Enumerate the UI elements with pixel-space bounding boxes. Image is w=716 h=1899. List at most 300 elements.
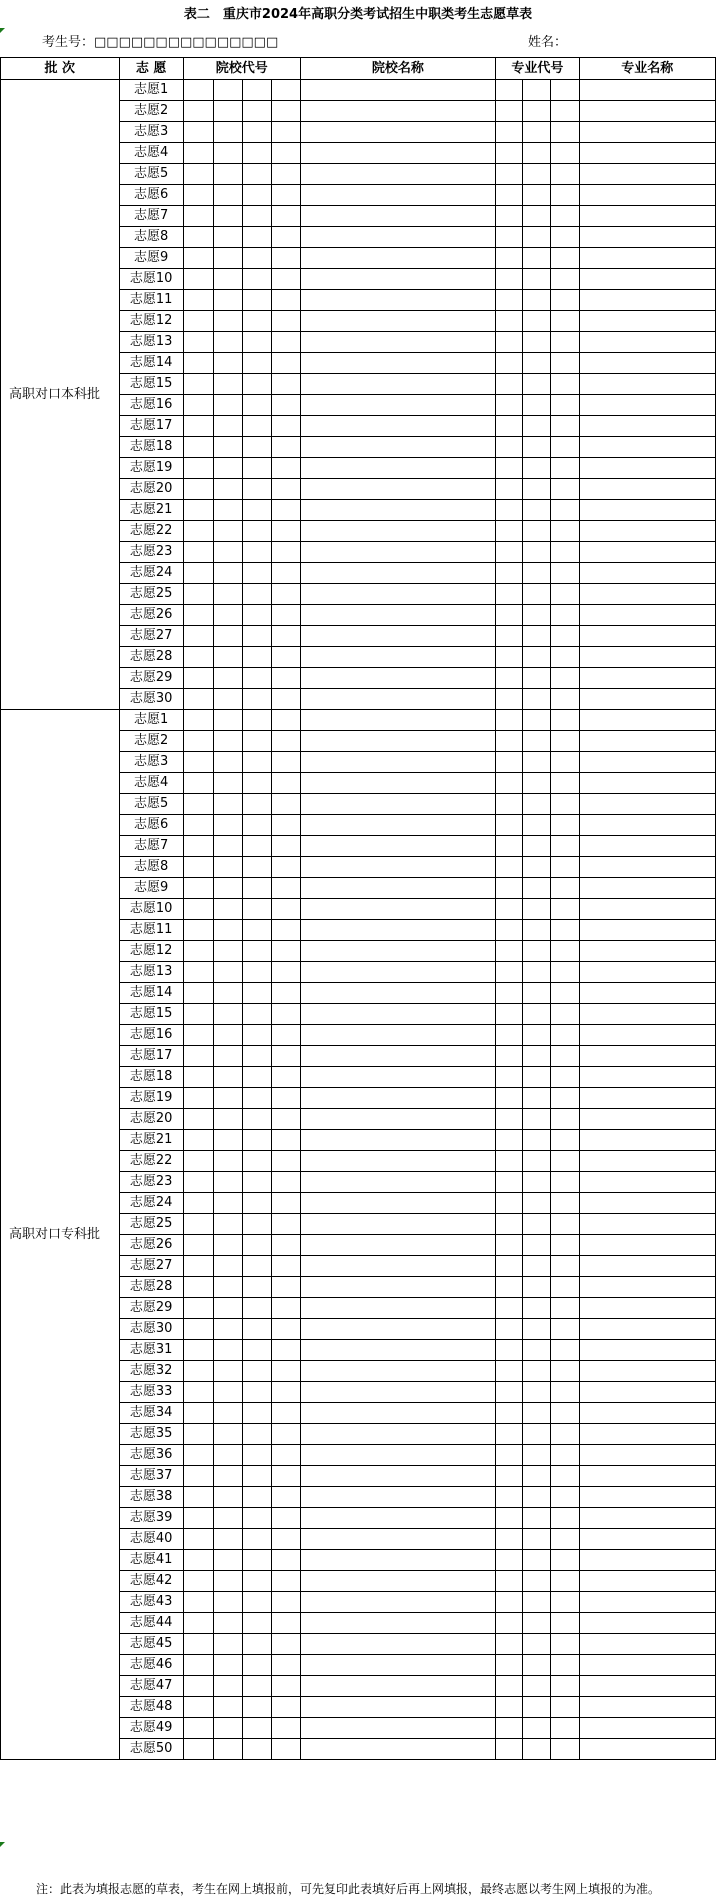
major-code-digit-cell[interactable] (496, 143, 523, 164)
school-name-cell[interactable] (300, 1403, 496, 1424)
school-code-digit-cell[interactable] (183, 101, 214, 122)
major-code-digit-cell[interactable] (496, 1550, 523, 1571)
major-name-cell[interactable] (579, 458, 715, 479)
major-code-digit-cell[interactable] (496, 1718, 523, 1739)
major-code-digit-cell[interactable] (496, 185, 523, 206)
school-name-cell[interactable] (300, 1256, 496, 1277)
school-code-digit-cell[interactable] (183, 1046, 214, 1067)
major-code-digit-cell[interactable] (551, 836, 579, 857)
school-code-digit-cell[interactable] (271, 374, 300, 395)
school-code-digit-cell[interactable] (243, 920, 272, 941)
school-code-digit-cell[interactable] (243, 1739, 272, 1760)
school-code-digit-cell[interactable] (183, 983, 214, 1004)
school-code-digit-cell[interactable] (243, 1235, 272, 1256)
major-code-digit-cell[interactable] (496, 1277, 523, 1298)
major-code-digit-cell[interactable] (551, 962, 579, 983)
school-code-digit-cell[interactable] (183, 1025, 214, 1046)
major-code-digit-cell[interactable] (551, 878, 579, 899)
school-code-digit-cell[interactable] (183, 290, 214, 311)
school-code-digit-cell[interactable] (243, 1193, 272, 1214)
school-code-digit-cell[interactable] (183, 1676, 214, 1697)
school-code-digit-cell[interactable] (271, 1193, 300, 1214)
school-name-cell[interactable] (300, 1613, 496, 1634)
school-code-digit-cell[interactable] (214, 311, 243, 332)
major-code-digit-cell[interactable] (496, 1508, 523, 1529)
major-code-digit-cell[interactable] (551, 143, 579, 164)
major-code-digit-cell[interactable] (496, 1697, 523, 1718)
major-name-cell[interactable] (579, 1067, 715, 1088)
school-code-digit-cell[interactable] (214, 1739, 243, 1760)
major-code-digit-cell[interactable] (496, 521, 523, 542)
school-code-digit-cell[interactable] (243, 1529, 272, 1550)
major-code-digit-cell[interactable] (551, 1676, 579, 1697)
school-code-digit-cell[interactable] (214, 395, 243, 416)
school-code-digit-cell[interactable] (243, 248, 272, 269)
school-code-digit-cell[interactable] (243, 143, 272, 164)
school-code-digit-cell[interactable] (214, 1109, 243, 1130)
school-name-cell[interactable] (300, 542, 496, 563)
major-code-digit-cell[interactable] (496, 1592, 523, 1613)
school-code-digit-cell[interactable] (214, 1403, 243, 1424)
major-code-digit-cell[interactable] (551, 206, 579, 227)
school-code-digit-cell[interactable] (271, 1655, 300, 1676)
major-code-digit-cell[interactable] (523, 1529, 551, 1550)
school-code-digit-cell[interactable] (183, 1739, 214, 1760)
school-code-digit-cell[interactable] (214, 1424, 243, 1445)
school-code-digit-cell[interactable] (183, 1277, 214, 1298)
major-code-digit-cell[interactable] (523, 647, 551, 668)
school-code-digit-cell[interactable] (183, 1151, 214, 1172)
major-code-digit-cell[interactable] (551, 1088, 579, 1109)
major-name-cell[interactable] (579, 122, 715, 143)
major-code-digit-cell[interactable] (496, 605, 523, 626)
school-code-digit-cell[interactable] (243, 1340, 272, 1361)
major-code-digit-cell[interactable] (523, 1256, 551, 1277)
major-code-digit-cell[interactable] (496, 962, 523, 983)
major-code-digit-cell[interactable] (523, 1109, 551, 1130)
school-code-digit-cell[interactable] (271, 479, 300, 500)
school-code-digit-cell[interactable] (183, 773, 214, 794)
school-code-digit-cell[interactable] (183, 500, 214, 521)
school-code-digit-cell[interactable] (243, 1445, 272, 1466)
major-code-digit-cell[interactable] (496, 1361, 523, 1382)
major-name-cell[interactable] (579, 101, 715, 122)
major-code-digit-cell[interactable] (551, 941, 579, 962)
school-name-cell[interactable] (300, 1172, 496, 1193)
major-code-digit-cell[interactable] (551, 290, 579, 311)
school-code-digit-cell[interactable] (214, 752, 243, 773)
school-name-cell[interactable] (300, 1319, 496, 1340)
school-code-digit-cell[interactable] (183, 1004, 214, 1025)
major-name-cell[interactable] (579, 374, 715, 395)
major-code-digit-cell[interactable] (496, 1088, 523, 1109)
school-code-digit-cell[interactable] (243, 1151, 272, 1172)
major-name-cell[interactable] (579, 1088, 715, 1109)
school-name-cell[interactable] (300, 80, 496, 101)
school-code-digit-cell[interactable] (271, 1172, 300, 1193)
major-code-digit-cell[interactable] (551, 542, 579, 563)
major-name-cell[interactable] (579, 1697, 715, 1718)
school-code-digit-cell[interactable] (271, 1025, 300, 1046)
school-code-digit-cell[interactable] (183, 479, 214, 500)
school-code-digit-cell[interactable] (271, 437, 300, 458)
major-name-cell[interactable] (579, 353, 715, 374)
school-code-digit-cell[interactable] (243, 521, 272, 542)
major-code-digit-cell[interactable] (496, 983, 523, 1004)
major-name-cell[interactable] (579, 1361, 715, 1382)
school-code-digit-cell[interactable] (271, 1424, 300, 1445)
school-code-digit-cell[interactable] (183, 248, 214, 269)
major-name-cell[interactable] (579, 1151, 715, 1172)
major-code-digit-cell[interactable] (551, 311, 579, 332)
school-code-digit-cell[interactable] (183, 647, 214, 668)
school-name-cell[interactable] (300, 101, 496, 122)
school-code-digit-cell[interactable] (271, 983, 300, 1004)
school-code-digit-cell[interactable] (271, 962, 300, 983)
school-code-digit-cell[interactable] (214, 1172, 243, 1193)
major-code-digit-cell[interactable] (496, 1529, 523, 1550)
school-code-digit-cell[interactable] (243, 353, 272, 374)
major-code-digit-cell[interactable] (496, 1613, 523, 1634)
major-code-digit-cell[interactable] (551, 227, 579, 248)
major-code-digit-cell[interactable] (496, 899, 523, 920)
major-code-digit-cell[interactable] (523, 185, 551, 206)
school-code-digit-cell[interactable] (271, 899, 300, 920)
school-code-digit-cell[interactable] (271, 584, 300, 605)
major-code-digit-cell[interactable] (523, 1067, 551, 1088)
school-code-digit-cell[interactable] (243, 1487, 272, 1508)
major-code-digit-cell[interactable] (551, 458, 579, 479)
major-code-digit-cell[interactable] (551, 1277, 579, 1298)
school-code-digit-cell[interactable] (214, 836, 243, 857)
major-name-cell[interactable] (579, 542, 715, 563)
school-code-digit-cell[interactable] (183, 332, 214, 353)
major-code-digit-cell[interactable] (496, 752, 523, 773)
school-code-digit-cell[interactable] (214, 521, 243, 542)
school-name-cell[interactable] (300, 1109, 496, 1130)
major-code-digit-cell[interactable] (496, 1004, 523, 1025)
school-name-cell[interactable] (300, 983, 496, 1004)
school-code-digit-cell[interactable] (243, 1130, 272, 1151)
school-code-digit-cell[interactable] (214, 542, 243, 563)
major-code-digit-cell[interactable] (496, 164, 523, 185)
major-code-digit-cell[interactable] (551, 689, 579, 710)
school-code-digit-cell[interactable] (183, 1109, 214, 1130)
school-name-cell[interactable] (300, 563, 496, 584)
major-name-cell[interactable] (579, 164, 715, 185)
major-code-digit-cell[interactable] (523, 857, 551, 878)
major-name-cell[interactable] (579, 836, 715, 857)
school-code-digit-cell[interactable] (214, 563, 243, 584)
school-name-cell[interactable] (300, 479, 496, 500)
school-code-digit-cell[interactable] (214, 1613, 243, 1634)
major-name-cell[interactable] (579, 1508, 715, 1529)
major-code-digit-cell[interactable] (551, 1697, 579, 1718)
major-name-cell[interactable] (579, 857, 715, 878)
major-name-cell[interactable] (579, 1172, 715, 1193)
school-code-digit-cell[interactable] (271, 332, 300, 353)
major-code-digit-cell[interactable] (496, 395, 523, 416)
school-code-digit-cell[interactable] (214, 122, 243, 143)
school-name-cell[interactable] (300, 1487, 496, 1508)
school-code-digit-cell[interactable] (271, 857, 300, 878)
school-code-digit-cell[interactable] (183, 1592, 214, 1613)
school-code-digit-cell[interactable] (214, 1445, 243, 1466)
major-code-digit-cell[interactable] (523, 920, 551, 941)
major-code-digit-cell[interactable] (551, 1739, 579, 1760)
major-code-digit-cell[interactable] (523, 500, 551, 521)
school-name-cell[interactable] (300, 1592, 496, 1613)
major-code-digit-cell[interactable] (496, 668, 523, 689)
major-code-digit-cell[interactable] (523, 584, 551, 605)
major-name-cell[interactable] (579, 773, 715, 794)
school-name-cell[interactable] (300, 1214, 496, 1235)
school-name-cell[interactable] (300, 395, 496, 416)
school-code-digit-cell[interactable] (183, 1403, 214, 1424)
school-code-digit-cell[interactable] (214, 710, 243, 731)
major-code-digit-cell[interactable] (496, 1739, 523, 1760)
major-code-digit-cell[interactable] (496, 1025, 523, 1046)
major-code-digit-cell[interactable] (523, 1214, 551, 1235)
school-code-digit-cell[interactable] (271, 101, 300, 122)
major-code-digit-cell[interactable] (551, 1151, 579, 1172)
school-code-digit-cell[interactable] (214, 1067, 243, 1088)
major-code-digit-cell[interactable] (551, 1067, 579, 1088)
school-code-digit-cell[interactable] (271, 1487, 300, 1508)
major-name-cell[interactable] (579, 227, 715, 248)
school-code-digit-cell[interactable] (271, 815, 300, 836)
school-code-digit-cell[interactable] (271, 1529, 300, 1550)
school-code-digit-cell[interactable] (183, 395, 214, 416)
school-code-digit-cell[interactable] (243, 1550, 272, 1571)
school-code-digit-cell[interactable] (183, 752, 214, 773)
major-code-digit-cell[interactable] (523, 1298, 551, 1319)
school-code-digit-cell[interactable] (243, 1361, 272, 1382)
major-code-digit-cell[interactable] (551, 815, 579, 836)
major-code-digit-cell[interactable] (523, 1403, 551, 1424)
major-code-digit-cell[interactable] (496, 80, 523, 101)
school-name-cell[interactable] (300, 500, 496, 521)
major-code-digit-cell[interactable] (523, 1592, 551, 1613)
major-code-digit-cell[interactable] (496, 290, 523, 311)
school-code-digit-cell[interactable] (243, 269, 272, 290)
major-code-digit-cell[interactable] (551, 500, 579, 521)
major-name-cell[interactable] (579, 710, 715, 731)
school-code-digit-cell[interactable] (214, 815, 243, 836)
school-code-digit-cell[interactable] (214, 773, 243, 794)
school-code-digit-cell[interactable] (214, 647, 243, 668)
school-code-digit-cell[interactable] (183, 353, 214, 374)
school-code-digit-cell[interactable] (243, 836, 272, 857)
school-code-digit-cell[interactable] (271, 1298, 300, 1319)
school-code-digit-cell[interactable] (183, 815, 214, 836)
school-code-digit-cell[interactable] (214, 1340, 243, 1361)
school-code-digit-cell[interactable] (183, 542, 214, 563)
school-code-digit-cell[interactable] (271, 1739, 300, 1760)
school-code-digit-cell[interactable] (183, 1634, 214, 1655)
school-code-digit-cell[interactable] (271, 1508, 300, 1529)
major-code-digit-cell[interactable] (551, 1424, 579, 1445)
major-name-cell[interactable] (579, 1676, 715, 1697)
school-name-cell[interactable] (300, 1571, 496, 1592)
major-name-cell[interactable] (579, 290, 715, 311)
school-code-digit-cell[interactable] (214, 899, 243, 920)
major-code-digit-cell[interactable] (496, 311, 523, 332)
school-name-cell[interactable] (300, 416, 496, 437)
school-name-cell[interactable] (300, 437, 496, 458)
school-name-cell[interactable] (300, 941, 496, 962)
major-name-cell[interactable] (579, 1256, 715, 1277)
school-code-digit-cell[interactable] (243, 1424, 272, 1445)
school-name-cell[interactable] (300, 1550, 496, 1571)
school-code-digit-cell[interactable] (214, 437, 243, 458)
major-code-digit-cell[interactable] (523, 311, 551, 332)
school-code-digit-cell[interactable] (271, 1130, 300, 1151)
school-code-digit-cell[interactable] (214, 269, 243, 290)
major-code-digit-cell[interactable] (496, 1109, 523, 1130)
major-code-digit-cell[interactable] (523, 563, 551, 584)
school-code-digit-cell[interactable] (214, 1235, 243, 1256)
major-code-digit-cell[interactable] (496, 248, 523, 269)
major-code-digit-cell[interactable] (551, 101, 579, 122)
school-code-digit-cell[interactable] (271, 185, 300, 206)
major-code-digit-cell[interactable] (496, 1571, 523, 1592)
school-code-digit-cell[interactable] (214, 80, 243, 101)
major-code-digit-cell[interactable] (496, 1298, 523, 1319)
major-code-digit-cell[interactable] (523, 1025, 551, 1046)
school-code-digit-cell[interactable] (243, 584, 272, 605)
school-code-digit-cell[interactable] (243, 773, 272, 794)
major-code-digit-cell[interactable] (496, 1445, 523, 1466)
major-code-digit-cell[interactable] (496, 1634, 523, 1655)
major-code-digit-cell[interactable] (496, 206, 523, 227)
school-code-digit-cell[interactable] (214, 689, 243, 710)
major-code-digit-cell[interactable] (551, 1550, 579, 1571)
school-code-digit-cell[interactable] (271, 416, 300, 437)
major-code-digit-cell[interactable] (496, 1466, 523, 1487)
school-code-digit-cell[interactable] (271, 269, 300, 290)
major-name-cell[interactable] (579, 1235, 715, 1256)
major-name-cell[interactable] (579, 248, 715, 269)
major-code-digit-cell[interactable] (523, 605, 551, 626)
school-code-digit-cell[interactable] (243, 1655, 272, 1676)
major-code-digit-cell[interactable] (551, 80, 579, 101)
school-code-digit-cell[interactable] (183, 878, 214, 899)
school-code-digit-cell[interactable] (214, 332, 243, 353)
school-code-digit-cell[interactable] (183, 164, 214, 185)
major-name-cell[interactable] (579, 1382, 715, 1403)
school-code-digit-cell[interactable] (183, 1508, 214, 1529)
major-name-cell[interactable] (579, 668, 715, 689)
major-code-digit-cell[interactable] (551, 248, 579, 269)
school-name-cell[interactable] (300, 1634, 496, 1655)
major-code-digit-cell[interactable] (551, 1508, 579, 1529)
major-name-cell[interactable] (579, 689, 715, 710)
school-code-digit-cell[interactable] (243, 794, 272, 815)
major-name-cell[interactable] (579, 626, 715, 647)
school-code-digit-cell[interactable] (183, 857, 214, 878)
major-code-digit-cell[interactable] (496, 1256, 523, 1277)
major-name-cell[interactable] (579, 395, 715, 416)
major-code-digit-cell[interactable] (523, 626, 551, 647)
school-code-digit-cell[interactable] (271, 143, 300, 164)
major-code-digit-cell[interactable] (523, 80, 551, 101)
major-code-digit-cell[interactable] (551, 1466, 579, 1487)
school-code-digit-cell[interactable] (243, 1298, 272, 1319)
major-code-digit-cell[interactable] (523, 1697, 551, 1718)
major-code-digit-cell[interactable] (523, 416, 551, 437)
major-name-cell[interactable] (579, 1424, 715, 1445)
major-code-digit-cell[interactable] (496, 815, 523, 836)
major-code-digit-cell[interactable] (523, 1340, 551, 1361)
major-code-digit-cell[interactable] (551, 1256, 579, 1277)
major-code-digit-cell[interactable] (523, 1655, 551, 1676)
school-name-cell[interactable] (300, 332, 496, 353)
major-name-cell[interactable] (579, 1613, 715, 1634)
major-code-digit-cell[interactable] (523, 710, 551, 731)
major-code-digit-cell[interactable] (551, 1025, 579, 1046)
school-code-digit-cell[interactable] (243, 1571, 272, 1592)
school-name-cell[interactable] (300, 689, 496, 710)
major-code-digit-cell[interactable] (523, 1508, 551, 1529)
major-code-digit-cell[interactable] (551, 1004, 579, 1025)
major-code-digit-cell[interactable] (523, 521, 551, 542)
major-code-digit-cell[interactable] (523, 1718, 551, 1739)
major-name-cell[interactable] (579, 1046, 715, 1067)
school-code-digit-cell[interactable] (243, 1319, 272, 1340)
major-code-digit-cell[interactable] (496, 1424, 523, 1445)
school-name-cell[interactable] (300, 1529, 496, 1550)
major-name-cell[interactable] (579, 1550, 715, 1571)
major-code-digit-cell[interactable] (551, 1592, 579, 1613)
school-code-digit-cell[interactable] (183, 1067, 214, 1088)
school-code-digit-cell[interactable] (271, 731, 300, 752)
major-code-digit-cell[interactable] (496, 857, 523, 878)
school-code-digit-cell[interactable] (214, 983, 243, 1004)
school-code-digit-cell[interactable] (243, 458, 272, 479)
school-code-digit-cell[interactable] (183, 836, 214, 857)
school-code-digit-cell[interactable] (214, 500, 243, 521)
school-code-digit-cell[interactable] (183, 437, 214, 458)
major-code-digit-cell[interactable] (523, 794, 551, 815)
school-code-digit-cell[interactable] (214, 1697, 243, 1718)
major-code-digit-cell[interactable] (551, 1634, 579, 1655)
major-name-cell[interactable] (579, 605, 715, 626)
school-code-digit-cell[interactable] (243, 1592, 272, 1613)
major-code-digit-cell[interactable] (551, 164, 579, 185)
school-code-digit-cell[interactable] (183, 962, 214, 983)
school-code-digit-cell[interactable] (183, 458, 214, 479)
major-code-digit-cell[interactable] (496, 269, 523, 290)
school-code-digit-cell[interactable] (183, 1088, 214, 1109)
major-code-digit-cell[interactable] (551, 1718, 579, 1739)
major-code-digit-cell[interactable] (523, 1319, 551, 1340)
school-code-digit-cell[interactable] (271, 206, 300, 227)
major-code-digit-cell[interactable] (523, 164, 551, 185)
school-code-digit-cell[interactable] (183, 731, 214, 752)
school-code-digit-cell[interactable] (183, 1214, 214, 1235)
school-code-digit-cell[interactable] (243, 101, 272, 122)
major-code-digit-cell[interactable] (496, 437, 523, 458)
school-code-digit-cell[interactable] (214, 1319, 243, 1340)
school-name-cell[interactable] (300, 353, 496, 374)
school-code-digit-cell[interactable] (183, 1445, 214, 1466)
major-code-digit-cell[interactable] (523, 332, 551, 353)
school-code-digit-cell[interactable] (214, 1214, 243, 1235)
school-code-digit-cell[interactable] (243, 689, 272, 710)
major-code-digit-cell[interactable] (496, 1382, 523, 1403)
school-code-digit-cell[interactable] (271, 1445, 300, 1466)
